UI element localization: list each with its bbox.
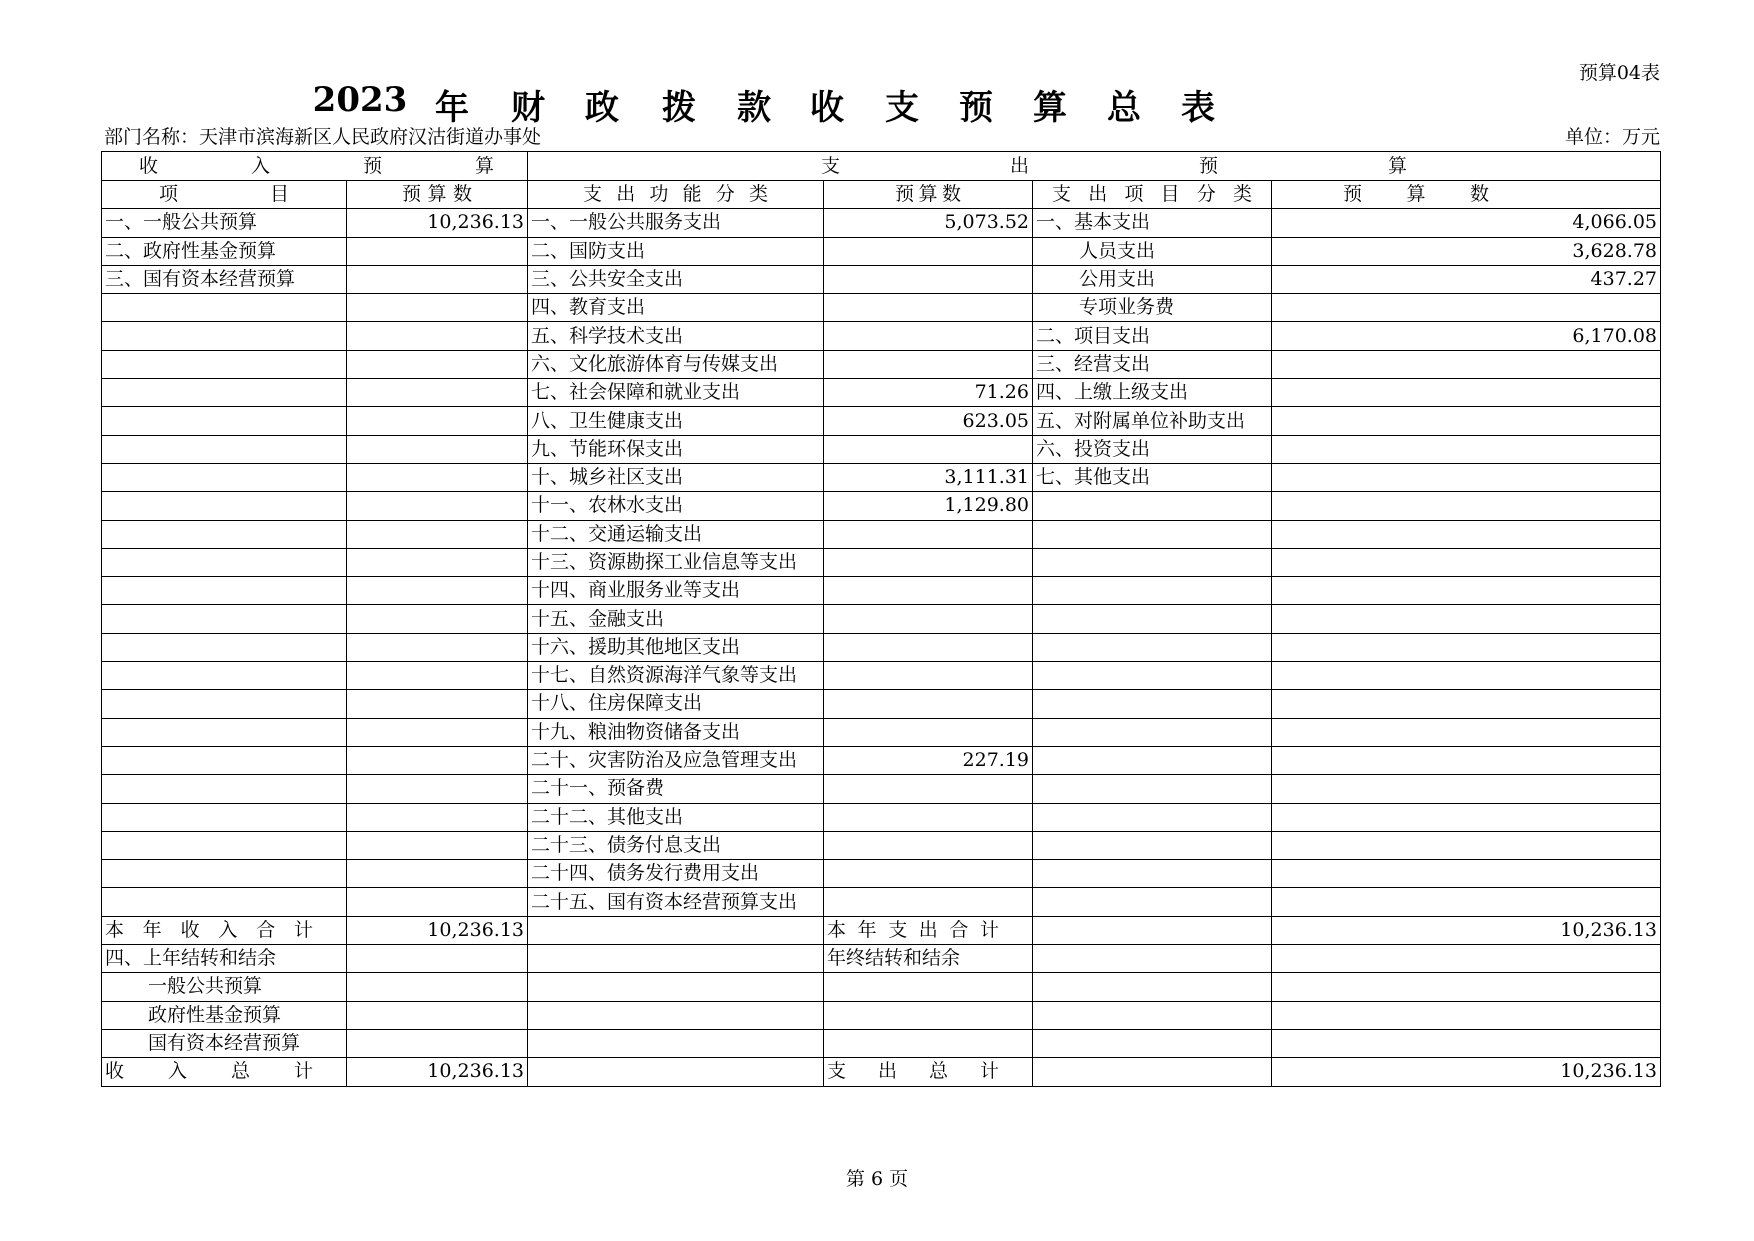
carryover-sub-row bbox=[102, 1001, 1661, 1029]
empty-cell bbox=[528, 1058, 824, 1086]
income-item bbox=[102, 690, 347, 718]
income-item bbox=[102, 888, 347, 916]
income-amount bbox=[347, 633, 528, 661]
function-amount: 227.19 bbox=[824, 746, 1033, 774]
table-row bbox=[102, 577, 1661, 605]
label-char: 本 bbox=[827, 918, 847, 941]
function-amount: 1,129.80 bbox=[824, 492, 1033, 520]
header-char: 出 bbox=[616, 183, 636, 206]
income-item bbox=[102, 605, 347, 633]
header-char: 功 bbox=[649, 183, 669, 206]
income-amount bbox=[347, 350, 528, 378]
income-item bbox=[102, 746, 347, 774]
income-item bbox=[102, 577, 347, 605]
table-row bbox=[102, 209, 1661, 237]
income-item bbox=[102, 831, 347, 859]
empty-cell bbox=[528, 1001, 824, 1029]
carryover-sub-item: 一般公共预算 bbox=[102, 973, 347, 1001]
title-char: 政 bbox=[585, 88, 619, 128]
page-number: 第 6 页 bbox=[845, 1168, 909, 1190]
economic-amount bbox=[1272, 803, 1661, 831]
header-char: 预 bbox=[402, 183, 422, 206]
empty-cell bbox=[1033, 1001, 1272, 1029]
function-item: 二十一、预备费 bbox=[528, 775, 824, 803]
economic-item bbox=[1033, 888, 1272, 916]
header-char: 类 bbox=[1232, 183, 1252, 206]
economic-item: 六、投资支出 bbox=[1033, 435, 1272, 463]
label-char: 合 bbox=[949, 918, 969, 941]
function-amount bbox=[824, 803, 1033, 831]
economic-amount bbox=[1272, 577, 1661, 605]
title-char: 总 bbox=[1107, 88, 1141, 128]
function-amount bbox=[824, 605, 1033, 633]
income-amount bbox=[347, 888, 528, 916]
economic-item bbox=[1033, 860, 1272, 888]
economic-item bbox=[1033, 775, 1272, 803]
header-char: 项 bbox=[159, 183, 179, 206]
label-char: 计 bbox=[979, 918, 999, 941]
income-amount bbox=[347, 463, 528, 491]
function-amount bbox=[824, 831, 1033, 859]
income-item bbox=[102, 435, 347, 463]
economic-item: 专项业务费 bbox=[1033, 294, 1272, 322]
income-item bbox=[102, 718, 347, 746]
header-char: 数 bbox=[1469, 183, 1489, 206]
income-amount bbox=[347, 775, 528, 803]
grand-total-row bbox=[102, 1058, 1661, 1086]
header-char: 预 bbox=[362, 154, 382, 177]
expense-grand-total-label bbox=[824, 1058, 1033, 1086]
economic-amount bbox=[1272, 435, 1661, 463]
label-char: 计 bbox=[979, 1060, 999, 1083]
title-char: 收 bbox=[810, 88, 844, 128]
header-char: 支 bbox=[1052, 183, 1072, 206]
income-item bbox=[102, 860, 347, 888]
header-char: 支 bbox=[583, 183, 603, 206]
function-item: 十四、商业服务业等支出 bbox=[528, 577, 824, 605]
function-amount: 623.05 bbox=[824, 407, 1033, 435]
label-char: 计 bbox=[293, 1060, 313, 1083]
function-item: 九、节能环保支出 bbox=[528, 435, 824, 463]
title-char: 拨 bbox=[662, 88, 696, 128]
header-char: 算 bbox=[918, 183, 938, 206]
header-column-row bbox=[102, 181, 1661, 209]
income-grand-total: 10,236.13 bbox=[347, 1058, 528, 1086]
income-amount bbox=[347, 662, 528, 690]
income-amount bbox=[347, 860, 528, 888]
empty-cell bbox=[1033, 973, 1272, 1001]
header-char: 算 bbox=[1406, 183, 1426, 206]
function-item: 十三、资源勘探工业信息等支出 bbox=[528, 548, 824, 576]
income-amount bbox=[347, 379, 528, 407]
table-row bbox=[102, 492, 1661, 520]
empty-cell bbox=[528, 973, 824, 1001]
table-row bbox=[102, 463, 1661, 491]
function-amount bbox=[824, 662, 1033, 690]
income-item bbox=[102, 803, 347, 831]
empty-cell bbox=[528, 916, 824, 944]
empty-cell bbox=[528, 945, 824, 973]
header-char: 预 bbox=[895, 183, 915, 206]
year-total-row bbox=[102, 916, 1661, 944]
economic-item bbox=[1033, 520, 1272, 548]
economic-item bbox=[1033, 548, 1272, 576]
table-row bbox=[102, 860, 1661, 888]
label-char: 本 bbox=[105, 918, 125, 941]
function-amount bbox=[824, 633, 1033, 661]
economic-amount bbox=[1272, 662, 1661, 690]
income-amount bbox=[347, 718, 528, 746]
year-expense-total: 10,236.13 bbox=[1272, 916, 1661, 944]
title-char: 支 bbox=[885, 88, 919, 128]
function-item: 六、文化旅游体育与传媒支出 bbox=[528, 350, 824, 378]
header-char: 项 bbox=[1124, 183, 1144, 206]
income-item: 一、一般公共预算 bbox=[102, 209, 347, 237]
economic-amount: 437.27 bbox=[1272, 265, 1661, 293]
table-row bbox=[102, 831, 1661, 859]
budget-table bbox=[101, 151, 1661, 1087]
economic-item bbox=[1033, 718, 1272, 746]
year-income-total: 10,236.13 bbox=[347, 916, 528, 944]
income-grand-total-label bbox=[102, 1058, 347, 1086]
function-item: 八、卫生健康支出 bbox=[528, 407, 824, 435]
income-budget-header bbox=[102, 152, 528, 181]
carryover-row bbox=[102, 945, 1661, 973]
empty-cell bbox=[1272, 1029, 1661, 1057]
header-char: 预 bbox=[1343, 183, 1363, 206]
table-row bbox=[102, 690, 1661, 718]
header-char: 数 bbox=[941, 183, 961, 206]
empty-cell bbox=[1272, 1001, 1661, 1029]
economic-amount bbox=[1272, 718, 1661, 746]
economic-amount: 4,066.05 bbox=[1272, 209, 1661, 237]
col-header-amount bbox=[347, 181, 528, 209]
carryover-sub-item: 国有资本经营预算 bbox=[102, 1029, 347, 1057]
col-header-item bbox=[102, 181, 347, 209]
function-item: 二十二、其他支出 bbox=[528, 803, 824, 831]
header-char: 类 bbox=[748, 183, 768, 206]
income-item bbox=[102, 633, 347, 661]
economic-item bbox=[1033, 605, 1272, 633]
label-char: 支 bbox=[827, 1060, 847, 1083]
economic-amount bbox=[1272, 407, 1661, 435]
economic-item bbox=[1033, 803, 1272, 831]
table-row bbox=[102, 633, 1661, 661]
function-item: 十、城乡社区支出 bbox=[528, 463, 824, 491]
table-row bbox=[102, 775, 1661, 803]
table-row bbox=[102, 265, 1661, 293]
income-amount bbox=[347, 803, 528, 831]
table-row bbox=[102, 407, 1661, 435]
table-row bbox=[102, 322, 1661, 350]
label-char: 年 bbox=[857, 918, 877, 941]
year-end-carryover-label: 年终结转和结余 bbox=[824, 945, 1033, 973]
label-char: 入 bbox=[218, 918, 238, 941]
table-row bbox=[102, 379, 1661, 407]
table-row bbox=[102, 520, 1661, 548]
label-char: 总 bbox=[928, 1060, 948, 1083]
title-char: 算 bbox=[1033, 88, 1067, 128]
income-item: 二、政府性基金预算 bbox=[102, 237, 347, 265]
header-char: 算 bbox=[427, 183, 447, 206]
title-char: 2023 bbox=[312, 80, 408, 120]
income-item bbox=[102, 520, 347, 548]
col-header-economic bbox=[1033, 181, 1272, 209]
function-item: 二十四、债务发行费用支出 bbox=[528, 860, 824, 888]
header-char: 分 bbox=[1196, 183, 1216, 206]
title-char: 财 bbox=[511, 88, 545, 128]
empty-cell bbox=[347, 945, 528, 973]
table-row bbox=[102, 435, 1661, 463]
economic-amount bbox=[1272, 690, 1661, 718]
income-item bbox=[102, 294, 347, 322]
economic-amount bbox=[1272, 548, 1661, 576]
economic-amount bbox=[1272, 888, 1661, 916]
table-row bbox=[102, 662, 1661, 690]
economic-item: 一、基本支出 bbox=[1033, 209, 1272, 237]
economic-amount bbox=[1272, 350, 1661, 378]
header-char: 能 bbox=[682, 183, 702, 206]
income-amount bbox=[347, 265, 528, 293]
function-amount bbox=[824, 888, 1033, 916]
empty-cell bbox=[1272, 973, 1661, 1001]
title-char: 年 bbox=[435, 88, 469, 128]
function-amount bbox=[824, 350, 1033, 378]
income-item bbox=[102, 379, 347, 407]
income-item bbox=[102, 350, 347, 378]
function-amount bbox=[824, 860, 1033, 888]
header-char: 预 bbox=[1198, 154, 1218, 177]
economic-item bbox=[1033, 633, 1272, 661]
table-row bbox=[102, 803, 1661, 831]
economic-amount bbox=[1272, 294, 1661, 322]
economic-item bbox=[1033, 492, 1272, 520]
income-item bbox=[102, 407, 347, 435]
income-item: 三、国有资本经营预算 bbox=[102, 265, 347, 293]
function-item: 二十、灾害防治及应急管理支出 bbox=[528, 746, 824, 774]
empty-cell bbox=[824, 973, 1033, 1001]
table-row bbox=[102, 294, 1661, 322]
income-amount bbox=[347, 548, 528, 576]
economic-amount bbox=[1272, 492, 1661, 520]
function-amount: 71.26 bbox=[824, 379, 1033, 407]
table-row bbox=[102, 605, 1661, 633]
header-char: 数 bbox=[452, 183, 472, 206]
function-amount bbox=[824, 548, 1033, 576]
economic-item: 五、对附属单位补助支出 bbox=[1033, 407, 1272, 435]
economic-item: 四、上缴上级支出 bbox=[1033, 379, 1272, 407]
label-char: 年 bbox=[142, 918, 162, 941]
carryover-label: 四、上年结转和结余 bbox=[102, 945, 347, 973]
label-char: 总 bbox=[230, 1060, 250, 1083]
economic-amount bbox=[1272, 633, 1661, 661]
label-char: 收 bbox=[105, 1060, 125, 1083]
header-char: 分 bbox=[715, 183, 735, 206]
economic-item: 七、其他支出 bbox=[1033, 463, 1272, 491]
page-title bbox=[100, 80, 1660, 128]
empty-cell bbox=[347, 1001, 528, 1029]
empty-cell bbox=[1033, 945, 1272, 973]
expense-grand-total: 10,236.13 bbox=[1272, 1058, 1661, 1086]
function-item: 十九、粮油物资储备支出 bbox=[528, 718, 824, 746]
title-char: 预 bbox=[959, 88, 993, 128]
income-item bbox=[102, 322, 347, 350]
economic-amount bbox=[1272, 520, 1661, 548]
income-item bbox=[102, 492, 347, 520]
header-char: 支 bbox=[821, 154, 841, 177]
table-row bbox=[102, 718, 1661, 746]
empty-cell bbox=[1033, 1058, 1272, 1086]
empty-cell bbox=[347, 973, 528, 1001]
economic-item bbox=[1033, 690, 1272, 718]
table-row bbox=[102, 548, 1661, 576]
function-item: 十六、援助其他地区支出 bbox=[528, 633, 824, 661]
economic-amount bbox=[1272, 860, 1661, 888]
empty-cell bbox=[1033, 916, 1272, 944]
economic-amount bbox=[1272, 379, 1661, 407]
income-amount bbox=[347, 435, 528, 463]
economic-amount bbox=[1272, 605, 1661, 633]
economic-amount bbox=[1272, 775, 1661, 803]
empty-cell bbox=[1033, 1029, 1272, 1057]
header-char: 目 bbox=[1160, 183, 1180, 206]
economic-item bbox=[1033, 577, 1272, 605]
income-amount bbox=[347, 407, 528, 435]
function-amount bbox=[824, 577, 1033, 605]
income-amount bbox=[347, 294, 528, 322]
empty-cell bbox=[824, 1001, 1033, 1029]
carryover-sub-row bbox=[102, 973, 1661, 1001]
income-amount bbox=[347, 690, 528, 718]
function-item: 十二、交通运输支出 bbox=[528, 520, 824, 548]
function-amount bbox=[824, 520, 1033, 548]
income-amount bbox=[347, 492, 528, 520]
unit-label: 单位：万元 bbox=[1564, 126, 1660, 148]
function-item: 二十三、债务付息支出 bbox=[528, 831, 824, 859]
economic-item: 公用支出 bbox=[1033, 265, 1272, 293]
function-amount bbox=[824, 265, 1033, 293]
function-amount bbox=[824, 775, 1033, 803]
header-char: 入 bbox=[250, 154, 270, 177]
economic-amount bbox=[1272, 746, 1661, 774]
header-char: 出 bbox=[1009, 154, 1029, 177]
year-expense-total-label bbox=[824, 916, 1033, 944]
table-row bbox=[102, 237, 1661, 265]
empty-cell bbox=[1272, 945, 1661, 973]
label-char: 收 bbox=[180, 918, 200, 941]
empty-cell bbox=[347, 1029, 528, 1057]
function-item: 五、科学技术支出 bbox=[528, 322, 824, 350]
function-amount bbox=[824, 322, 1033, 350]
income-amount bbox=[347, 237, 528, 265]
title-char: 表 bbox=[1181, 88, 1215, 128]
empty-cell bbox=[528, 1029, 824, 1057]
function-item: 十五、金融支出 bbox=[528, 605, 824, 633]
income-amount: 10,236.13 bbox=[347, 209, 528, 237]
income-amount bbox=[347, 577, 528, 605]
header-char: 算 bbox=[1387, 154, 1407, 177]
function-amount bbox=[824, 294, 1033, 322]
economic-amount: 6,170.08 bbox=[1272, 322, 1661, 350]
income-item bbox=[102, 548, 347, 576]
label-char: 出 bbox=[918, 918, 938, 941]
header-group-row bbox=[102, 152, 1661, 181]
economic-item bbox=[1033, 746, 1272, 774]
function-amount bbox=[824, 690, 1033, 718]
function-item: 三、公共安全支出 bbox=[528, 265, 824, 293]
function-item: 二、国防支出 bbox=[528, 237, 824, 265]
expense-budget-header bbox=[528, 152, 1661, 181]
label-char: 合 bbox=[256, 918, 276, 941]
label-char: 入 bbox=[167, 1060, 187, 1083]
income-amount bbox=[347, 831, 528, 859]
table-row bbox=[102, 888, 1661, 916]
year-income-total-label bbox=[102, 916, 347, 944]
budget-table-body bbox=[102, 152, 1661, 1087]
income-item bbox=[102, 463, 347, 491]
economic-item: 三、经营支出 bbox=[1033, 350, 1272, 378]
function-item: 十七、自然资源海洋气象等支出 bbox=[528, 662, 824, 690]
function-item: 二十五、国有资本经营预算支出 bbox=[528, 888, 824, 916]
economic-item bbox=[1033, 831, 1272, 859]
function-item: 四、教育支出 bbox=[528, 294, 824, 322]
income-amount bbox=[347, 322, 528, 350]
function-amount bbox=[824, 435, 1033, 463]
income-amount bbox=[347, 746, 528, 774]
col-header-amount bbox=[1272, 181, 1661, 209]
income-amount bbox=[347, 605, 528, 633]
table-row bbox=[102, 746, 1661, 774]
function-item: 七、社会保障和就业支出 bbox=[528, 379, 824, 407]
income-amount bbox=[347, 520, 528, 548]
function-amount bbox=[824, 237, 1033, 265]
col-header-amount bbox=[824, 181, 1033, 209]
carryover-sub-row bbox=[102, 1029, 1661, 1057]
economic-amount bbox=[1272, 831, 1661, 859]
economic-item: 人员支出 bbox=[1033, 237, 1272, 265]
function-item: 一、一般公共服务支出 bbox=[528, 209, 824, 237]
economic-amount: 3,628.78 bbox=[1272, 237, 1661, 265]
form-number: 预算04表 bbox=[1578, 62, 1660, 84]
function-amount: 5,073.52 bbox=[824, 209, 1033, 237]
header-char: 算 bbox=[474, 154, 494, 177]
function-item: 十八、住房保障支出 bbox=[528, 690, 824, 718]
economic-amount bbox=[1272, 463, 1661, 491]
economic-item bbox=[1033, 662, 1272, 690]
function-amount bbox=[824, 718, 1033, 746]
carryover-sub-item: 政府性基金预算 bbox=[102, 1001, 347, 1029]
header-char: 目 bbox=[269, 183, 289, 206]
function-amount: 3,111.31 bbox=[824, 463, 1033, 491]
label-char: 出 bbox=[877, 1060, 897, 1083]
label-char: 计 bbox=[293, 918, 313, 941]
col-header-function bbox=[528, 181, 824, 209]
header-char: 收 bbox=[139, 154, 159, 177]
economic-item: 二、项目支出 bbox=[1033, 322, 1272, 350]
income-item bbox=[102, 775, 347, 803]
department-name: 部门名称：天津市滨海新区人民政府汉沽街道办事处 bbox=[104, 126, 542, 148]
empty-cell bbox=[824, 1029, 1033, 1057]
function-item: 十一、农林水支出 bbox=[528, 492, 824, 520]
income-item bbox=[102, 662, 347, 690]
title-char: 款 bbox=[737, 88, 771, 128]
label-char: 支 bbox=[888, 918, 908, 941]
header-char: 出 bbox=[1088, 183, 1108, 206]
table-row bbox=[102, 350, 1661, 378]
